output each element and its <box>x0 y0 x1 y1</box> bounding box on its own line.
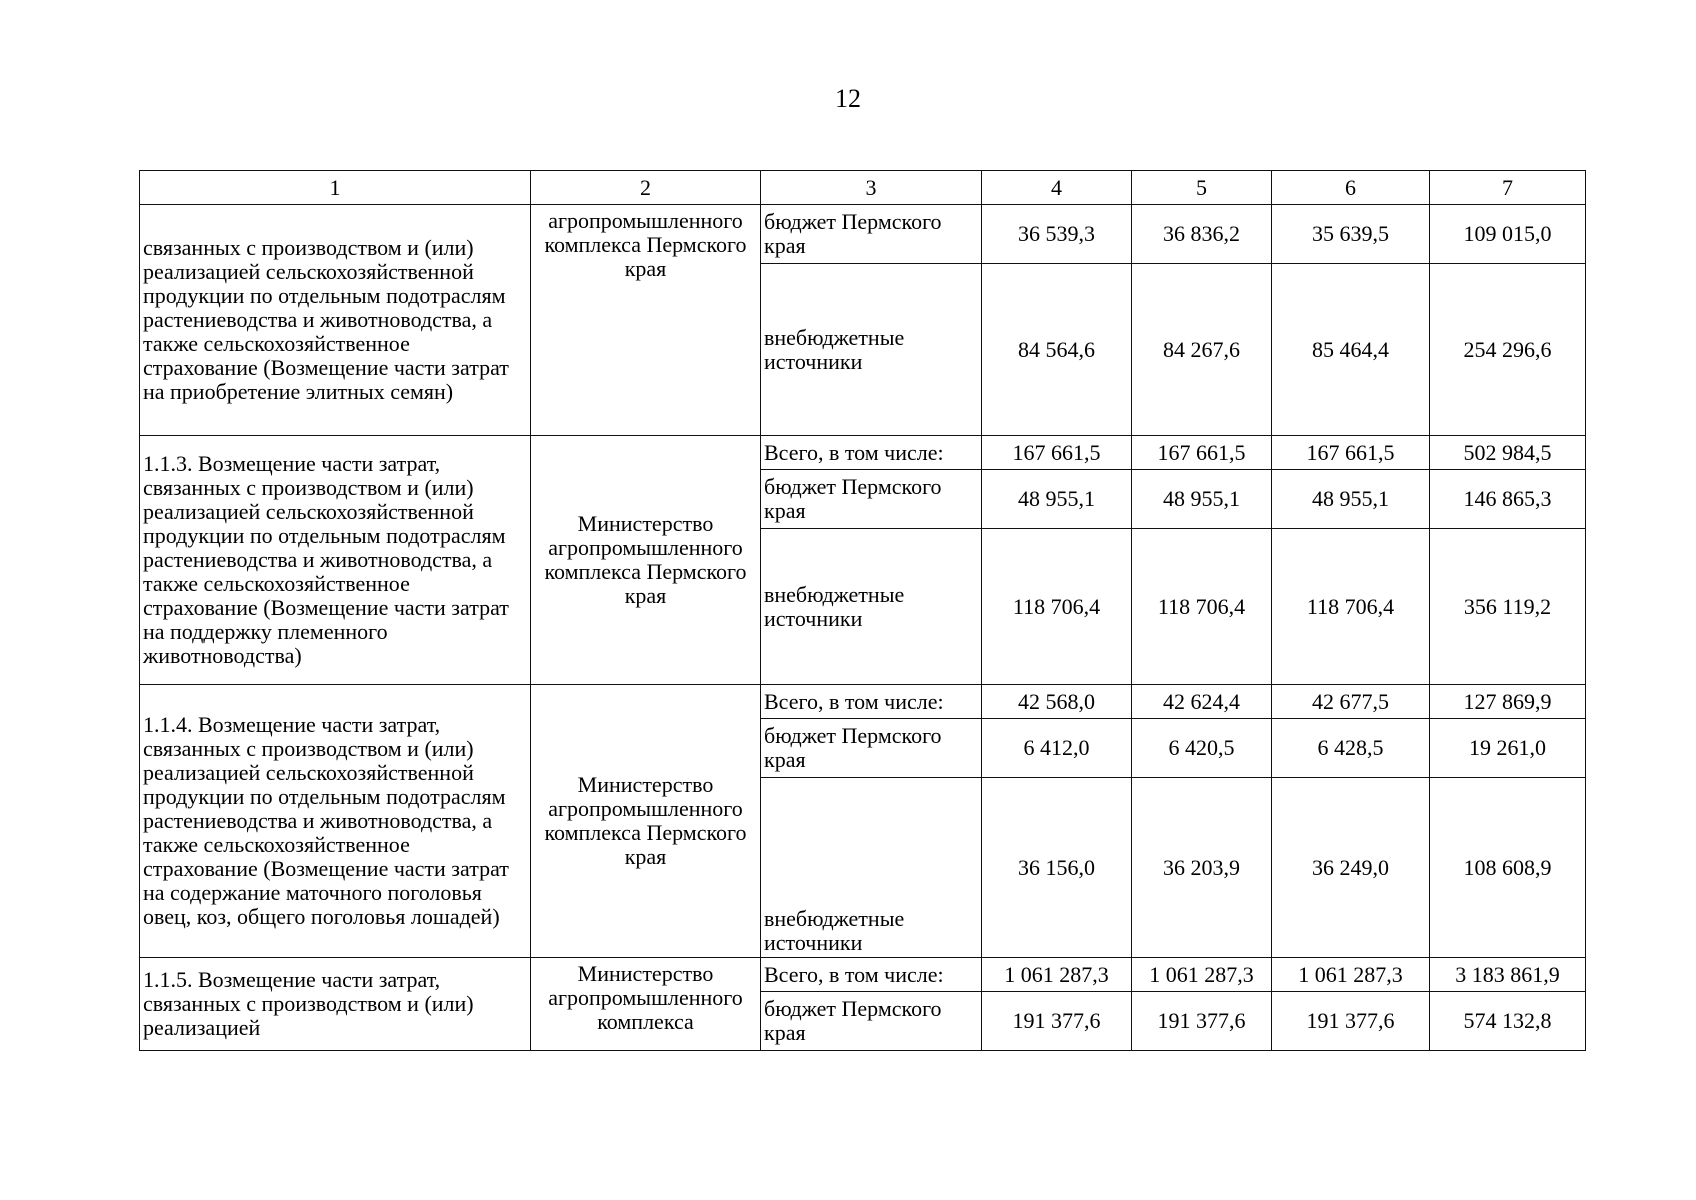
value-cell: 36 836,2 <box>1132 205 1272 264</box>
value-cell: 85 464,4 <box>1272 264 1430 436</box>
funding-source: Всего, в том числе: <box>761 685 982 719</box>
column-header: 6 <box>1272 171 1430 205</box>
value-cell: 6 428,5 <box>1272 719 1430 778</box>
value-cell: 42 624,4 <box>1132 685 1272 719</box>
value-cell: 1 061 287,3 <box>1132 958 1272 992</box>
executor-cell: Министерство агропромышленного комплекса Пермского края <box>531 685 761 958</box>
value-cell: 146 865,3 <box>1430 470 1586 529</box>
column-header: 2 <box>531 171 761 205</box>
funding-source: внебюджетные источники <box>761 529 982 685</box>
value-cell: 36 203,9 <box>1132 778 1272 958</box>
funding-source: бюджет Пермского края <box>761 470 982 529</box>
value-cell: 167 661,5 <box>982 436 1132 470</box>
column-header: 7 <box>1430 171 1586 205</box>
value-cell: 118 706,4 <box>982 529 1132 685</box>
value-cell: 191 377,6 <box>1272 992 1430 1051</box>
funding-source: внебюджетные источники <box>761 264 982 436</box>
funding-source: бюджет Пермского края <box>761 205 982 264</box>
table-row <box>140 958 1586 992</box>
value-cell: 167 661,5 <box>1272 436 1430 470</box>
executor-cell: агропромышленного комплекса Пермского края <box>531 205 761 436</box>
value-cell: 109 015,0 <box>1430 205 1586 264</box>
value-cell: 3 183 861,9 <box>1430 958 1586 992</box>
value-cell: 35 639,5 <box>1272 205 1430 264</box>
value-cell: 254 296,6 <box>1430 264 1586 436</box>
budget-table <box>139 170 1586 1051</box>
value-cell: 48 955,1 <box>982 470 1132 529</box>
column-header: 5 <box>1132 171 1272 205</box>
table-header-row <box>140 171 1586 205</box>
value-cell: 574 132,8 <box>1430 992 1586 1051</box>
funding-source: Всего, в том числе: <box>761 436 982 470</box>
table-row <box>140 436 1586 470</box>
value-cell: 48 955,1 <box>1132 470 1272 529</box>
measure-description: 1.1.3. Возмещение части затрат, связанных с производством и (или) реализацией сельскохозяйственной продукции по отдельным подотраслям растениеводства и животноводства, а также сельскохозяйственное страхование (Возмещение части затрат на поддержку племенного животноводства) <box>140 436 531 685</box>
value-cell: 108 608,9 <box>1430 778 1586 958</box>
value-cell: 36 249,0 <box>1272 778 1430 958</box>
page-number: 12 <box>835 84 861 113</box>
value-cell: 84 564,6 <box>982 264 1132 436</box>
value-cell: 6 420,5 <box>1132 719 1272 778</box>
column-header: 1 <box>140 171 531 205</box>
executor-cell: Министерство агропромышленного комплекса <box>531 958 761 1051</box>
value-cell: 191 377,6 <box>1132 992 1272 1051</box>
measure-description: связанных с производством и (или) реализацией сельскохозяйственной продукции по отдельным подотраслям растениеводства и животноводства, а также сельскохозяйственное страхование (Возмещение части затрат на приобретение элитных семян) <box>140 205 531 436</box>
value-cell: 502 984,5 <box>1430 436 1586 470</box>
executor-cell: Министерство агропромышленного комплекса Пермского края <box>531 436 761 685</box>
funding-source: бюджет Пермского края <box>761 719 982 778</box>
value-cell: 127 869,9 <box>1430 685 1586 719</box>
funding-source: Всего, в том числе: <box>761 958 982 992</box>
measure-description: 1.1.4. Возмещение части затрат, связанных с производством и (или) реализацией сельскохозяйственной продукции по отдельным подотраслям растениеводства и животноводства, а также сельскохозяйственное страхование (Возмещение части затрат на содержание маточного поголовья овец, коз, общего поголовья лошадей) <box>140 685 531 958</box>
value-cell: 36 156,0 <box>982 778 1132 958</box>
column-header: 3 <box>761 171 982 205</box>
value-cell: 19 261,0 <box>1430 719 1586 778</box>
value-cell: 118 706,4 <box>1272 529 1430 685</box>
value-cell: 167 661,5 <box>1132 436 1272 470</box>
value-cell: 48 955,1 <box>1272 470 1430 529</box>
value-cell: 6 412,0 <box>982 719 1132 778</box>
column-header: 4 <box>982 171 1132 205</box>
measure-description: 1.1.5. Возмещение части затрат, связанных с производством и (или) реализацией <box>140 958 531 1051</box>
value-cell: 356 119,2 <box>1430 529 1586 685</box>
table-row <box>140 685 1586 719</box>
value-cell: 84 267,6 <box>1132 264 1272 436</box>
funding-source: внебюджетные источники <box>761 778 982 958</box>
value-cell: 1 061 287,3 <box>982 958 1132 992</box>
value-cell: 1 061 287,3 <box>1272 958 1430 992</box>
value-cell: 191 377,6 <box>982 992 1132 1051</box>
funding-source: бюджет Пермского края <box>761 992 982 1051</box>
value-cell: 42 677,5 <box>1272 685 1430 719</box>
value-cell: 36 539,3 <box>982 205 1132 264</box>
table-row <box>140 205 1586 264</box>
value-cell: 42 568,0 <box>982 685 1132 719</box>
value-cell: 118 706,4 <box>1132 529 1272 685</box>
